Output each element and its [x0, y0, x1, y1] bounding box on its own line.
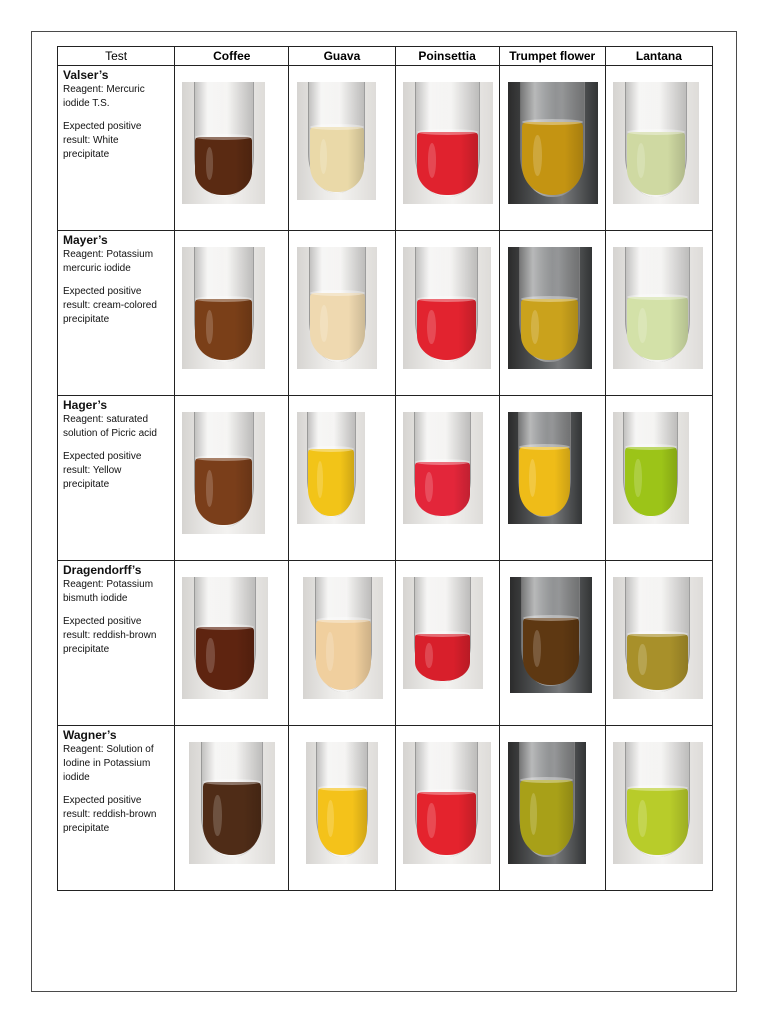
sample-liquid	[415, 634, 469, 681]
table-row	[58, 396, 713, 561]
test-tube-photo	[189, 742, 275, 864]
sample-liquid	[318, 788, 367, 855]
header-trumpet-flower: Trumpet flower	[499, 47, 605, 66]
sample-liquid	[415, 462, 469, 516]
test-tube-photo	[303, 577, 383, 699]
header-lantana: Lantana	[605, 47, 712, 66]
test-expected-result: Expected positive result: reddish-brown precipitate	[63, 795, 157, 834]
header-row	[58, 47, 713, 66]
test-reagent: Reagent: Solution of Iodine in Potassium iodide	[63, 744, 154, 783]
test-tube-photo	[403, 742, 491, 864]
photo-cell-poinsettia	[395, 231, 499, 396]
photo-cell-coffee	[175, 396, 289, 561]
photo-cell-guava	[289, 561, 395, 726]
header-guava: Guava	[289, 47, 395, 66]
photo-cell-coffee	[175, 726, 289, 891]
sample-liquid	[627, 132, 686, 195]
test-tube-photo	[182, 82, 265, 204]
test-expected-result: Expected positive result: White precipitate	[63, 121, 142, 160]
photo-cell-trumpet-flower	[499, 231, 605, 396]
test-tube-photo	[613, 577, 703, 699]
photo-cell-trumpet-flower	[499, 561, 605, 726]
test-expected-result: Expected positive result: cream-colored precipitate	[63, 286, 157, 325]
test-name: Wagner’s	[63, 728, 117, 742]
test-name: Hager’s	[63, 398, 108, 412]
test-description	[58, 561, 175, 726]
photo-cell-poinsettia	[395, 561, 499, 726]
test-tube-photo	[508, 247, 592, 369]
photo-cell-poinsettia	[395, 726, 499, 891]
test-tube-photo	[403, 577, 483, 689]
table-row	[58, 66, 713, 231]
sample-liquid	[310, 127, 364, 192]
sample-liquid	[417, 792, 477, 855]
photo-cell-guava	[289, 231, 395, 396]
photo-cell-lantana	[605, 726, 712, 891]
photo-cell-lantana	[605, 66, 712, 231]
sample-liquid	[417, 132, 478, 195]
test-tube-photo	[510, 577, 592, 693]
test-tube-photo	[508, 742, 586, 864]
test-tube-photo	[613, 247, 703, 369]
test-tube-photo	[297, 412, 365, 524]
sample-liquid	[519, 447, 569, 516]
photo-cell-lantana	[605, 396, 712, 561]
sample-liquid	[316, 620, 370, 691]
test-reagent: Reagent: Potassium bismuth iodide	[63, 579, 154, 604]
test-tube-photo	[613, 82, 699, 204]
photo-cell-trumpet-flower	[499, 726, 605, 891]
photo-cell-guava	[289, 66, 395, 231]
test-description	[58, 396, 175, 561]
photo-cell-trumpet-flower	[499, 66, 605, 231]
sample-liquid	[523, 618, 579, 685]
sample-liquid	[627, 297, 688, 360]
sample-liquid	[196, 627, 255, 690]
test-description	[58, 726, 175, 891]
header-test: Test	[58, 47, 175, 66]
test-reagent: Reagent: saturated solution of Picric acid	[63, 414, 157, 439]
photo-cell-guava	[289, 396, 395, 561]
test-tube-photo	[297, 247, 377, 369]
test-tube-photo	[306, 742, 378, 864]
test-tube-photo	[508, 412, 582, 524]
test-tube-photo	[613, 742, 703, 864]
sample-liquid	[310, 293, 364, 360]
test-reagent: Reagent: Potassium mercuric iodide	[63, 249, 154, 274]
sample-liquid	[203, 782, 262, 855]
photo-cell-coffee	[175, 561, 289, 726]
sample-liquid	[522, 122, 583, 195]
test-expected-result: Expected positive result: reddish-brown precipitate	[63, 616, 157, 655]
sample-liquid	[625, 447, 677, 516]
table-row	[58, 726, 713, 891]
sample-liquid	[417, 299, 477, 360]
test-tube-photo	[182, 412, 265, 534]
test-tube-photo	[182, 247, 265, 369]
table-row	[58, 231, 713, 396]
sample-liquid	[627, 788, 688, 855]
photo-cell-coffee	[175, 231, 289, 396]
sample-liquid	[520, 780, 573, 856]
sample-liquid	[308, 449, 354, 516]
test-reagent: Reagent: Mercuric iodide T.S.	[63, 84, 145, 109]
photo-cell-trumpet-flower	[499, 396, 605, 561]
table-row	[58, 561, 713, 726]
test-name: Dragendorff’s	[63, 563, 142, 577]
photo-cell-coffee	[175, 66, 289, 231]
test-tube-photo	[403, 247, 491, 369]
photo-cell-poinsettia	[395, 396, 499, 561]
sample-liquid	[195, 299, 251, 360]
test-tube-photo	[297, 82, 376, 200]
header-coffee: Coffee	[175, 47, 289, 66]
test-tube-photo	[508, 82, 598, 204]
test-tube-photo	[403, 412, 483, 524]
test-tube-photo	[182, 577, 268, 699]
alkaloid-test-table	[57, 46, 713, 891]
test-description	[58, 66, 175, 231]
sample-liquid	[195, 458, 251, 525]
photo-cell-poinsettia	[395, 66, 499, 231]
test-name: Valser’s	[63, 68, 109, 82]
test-name: Mayer’s	[63, 233, 108, 247]
sample-liquid	[195, 137, 251, 196]
test-expected-result: Expected positive result: Yellow precipitate	[63, 451, 142, 490]
header-poinsettia: Poinsettia	[395, 47, 499, 66]
photo-cell-lantana	[605, 561, 712, 726]
sample-liquid	[521, 299, 578, 360]
test-tube-photo	[403, 82, 493, 204]
test-description	[58, 231, 175, 396]
sample-liquid	[627, 634, 688, 690]
photo-cell-lantana	[605, 231, 712, 396]
photo-cell-guava	[289, 726, 395, 891]
test-tube-photo	[613, 412, 689, 524]
